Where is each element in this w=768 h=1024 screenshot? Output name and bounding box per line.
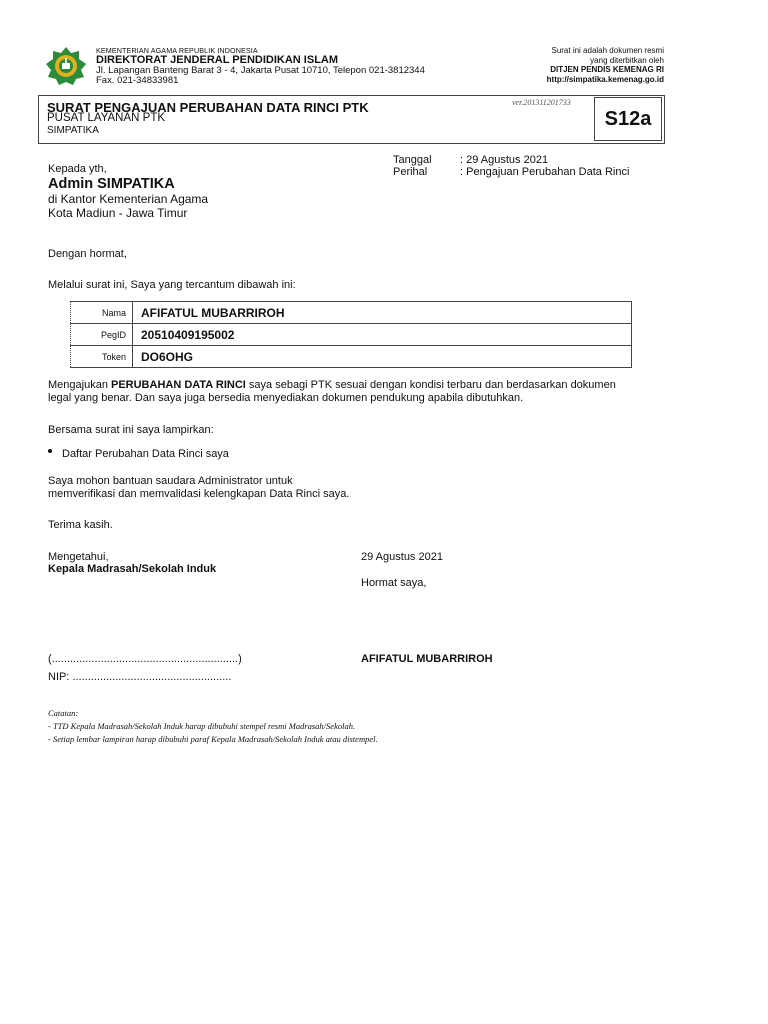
closing-text: Hormat saya, <box>361 577 427 589</box>
plea-line: memverifikasi dan memvalidasi kelengkapan Data Rinci saya. <box>48 488 350 500</box>
request-line-2: legal yang benar. Dan saya juga bersedia menyediakan dokumen pendukung apabila dibutuhkan. <box>48 392 524 404</box>
request-paragraph <box>48 379 616 405</box>
subject-label: Perihal <box>393 166 428 178</box>
table-row <box>71 324 632 346</box>
plea-paragraph <box>48 475 349 501</box>
identity-value: 20510409195002 <box>133 324 632 346</box>
date-label: Tanggal <box>393 154 432 166</box>
acknowledge-label: Mengetahui, <box>48 551 109 563</box>
request-line <box>48 379 616 392</box>
identity-table <box>70 301 632 368</box>
date-value: : 29 Agustus 2021 <box>460 154 549 166</box>
headmaster-name-blank: (.............................................................) <box>48 653 242 665</box>
bullet-icon <box>48 449 52 453</box>
identity-value: DO6OHG <box>133 346 632 368</box>
fax-line: Fax. 021-34833981 <box>96 74 179 86</box>
issuer: DITJEN PENDIS KEMENAG RI <box>550 65 664 75</box>
request-suffix: saya sebagi PTK sesuai dengan kondisi terbaru dan berdasarkan dokumen <box>245 379 616 391</box>
request-prefix: Mengajukan <box>48 379 111 391</box>
system-name: SIMPATIKA <box>47 125 99 136</box>
table-row <box>71 302 632 324</box>
identity-value: AFIFATUL MUBARRIROH <box>133 302 632 324</box>
directorate-name: DIREKTORAT JENDERAL PENDIDIKAN ISLAM <box>96 54 339 66</box>
recipient-office: di Kantor Kementerian Agama <box>48 192 209 206</box>
attach-intro: Bersama surat ini saya lampirkan: <box>48 424 214 436</box>
address-line: Jl. Lapangan Banteng Barat 3 - 4, Jakarta Pusat 10710, Telepon 021-3812344 <box>96 65 425 76</box>
kemenag-logo <box>44 46 88 86</box>
intro-text: Melalui surat ini, Saya yang tercantum dibawah ini: <box>48 279 296 291</box>
note-line: - TTD Kepala Madrasah/Sekolah Induk harap dibubuhi stempel resmi Madrasah/Sekolah. <box>48 721 356 731</box>
request-highlight: PERUBAHAN DATA RINCI <box>111 379 246 391</box>
identity-label: Token <box>71 346 133 368</box>
notice-line: Surat ini adalah dokumen resmi <box>551 46 664 55</box>
recipient-name: Admin SIMPATIKA <box>48 176 175 192</box>
nip-field: NIP: .................................................... <box>48 671 232 683</box>
ministry-name: KEMENTERIAN AGAMA REPUBLIK INDONESIA <box>96 46 258 55</box>
identity-label: Nama <box>71 302 133 324</box>
notice-line: yang diterbitkan oleh <box>590 55 664 65</box>
signature-date: 29 Agustus 2021 <box>361 551 443 563</box>
document-title: SURAT PENGAJUAN PERUBAHAN DATA RINCI PTK <box>47 100 369 115</box>
notes-heading: Catatan: <box>48 708 79 718</box>
recipient-greeting: Kepada yth, <box>48 163 107 175</box>
notes-block <box>48 707 378 746</box>
version-label: ver.201311201733 <box>512 98 571 107</box>
thanks-text: Terima kasih. <box>48 519 113 531</box>
headmaster-role: Kepala Madrasah/Sekolah Induk <box>48 563 217 575</box>
official-notice <box>547 46 664 84</box>
service-name: PUSAT LAYANAN PTK <box>47 112 166 124</box>
subject-value: : Pengajuan Perubahan Data Rinci <box>460 166 630 178</box>
salutation: Dengan hormat, <box>48 248 127 260</box>
attachment-item: Daftar Perubahan Data Rinci saya <box>62 448 229 460</box>
plea-line: Saya mohon bantuan saudara Administrator untuk <box>48 475 293 487</box>
note-line: - Setiap lembar lampiran harap dibubuhi paraf Kepala Madrasah/Sekolah Induk atau distempel. <box>48 734 378 744</box>
form-code: S12a <box>594 97 662 141</box>
table-row <box>71 346 632 368</box>
recipient-city: Kota Madiun - Jawa Timur <box>48 206 188 220</box>
identity-label: PegID <box>71 324 133 346</box>
signer-name: AFIFATUL MUBARRIROH <box>361 653 493 665</box>
address-block <box>96 66 425 85</box>
website-link[interactable]: http://simpatika.kemenag.go.id <box>546 74 664 84</box>
